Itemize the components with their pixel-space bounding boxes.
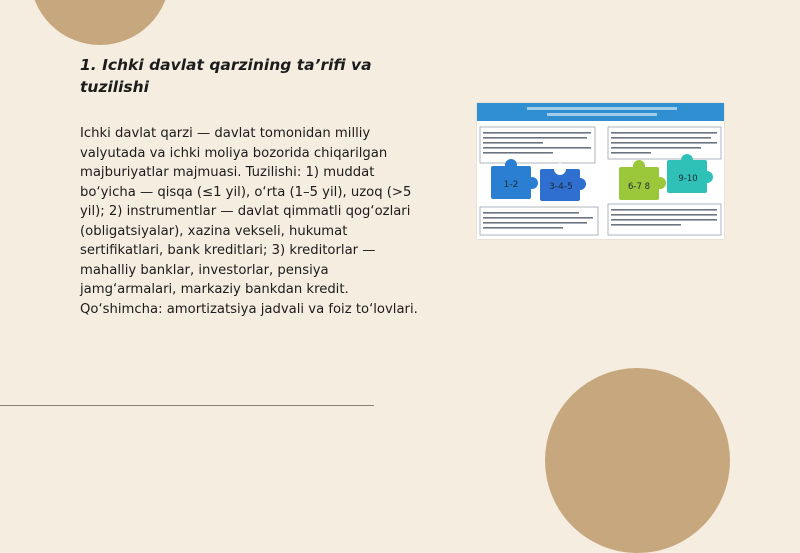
slide-title: 1. Ichki davlat qarzining ta’rifi va tuzilishi — [80, 56, 372, 96]
infographic-header-line — [547, 113, 657, 116]
puzzle-infographic-svg — [477, 103, 724, 239]
puzzle-piece-4 — [667, 154, 713, 193]
puzzle-piece-2 — [540, 163, 586, 201]
slide-body-text: Ichki davlat qarzi — davlat tomonidan milliy valyutada va ichki moliya bozorida chiqarilgan majburiyatlar majmuasi. Tuzilishi: 1) muddat bo‘yicha — qisqa (≤1 yil), o‘rta (1–5 yil), uzoq (>5 yil); 2) instrumentlar — davlat qimmatli qog‘ozlari (obligatsiyalar), xazina vekseli, hukumat sertifikatlari, bank kreditlari; 3) kreditorlar — mahalliy banklar, investorlar, pensiya jamg‘armalari, markaziy bankdan kredit. Qo‘shimcha: amortizatsiya jadvali va foiz to‘lovlari. — [80, 126, 418, 317]
puzzle-label-1: 1-2 — [503, 180, 519, 190]
bottom-divider-line — [0, 405, 374, 406]
puzzle-piece-3 — [619, 160, 666, 200]
puzzle-infographic — [477, 103, 724, 239]
puzzle-label-2: 3-4-5 — [549, 182, 573, 192]
text-box-bottom-left — [480, 207, 598, 235]
decorative-circle-bottom — [545, 368, 730, 553]
decorative-circle-top — [30, 0, 170, 45]
infographic-header-band — [477, 103, 724, 121]
infographic-header-line — [527, 107, 677, 110]
puzzle-piece-1 — [491, 159, 538, 199]
puzzle-label-4: 9-10 — [678, 174, 698, 184]
puzzle-label-3: 6-7 8 — [628, 182, 650, 192]
